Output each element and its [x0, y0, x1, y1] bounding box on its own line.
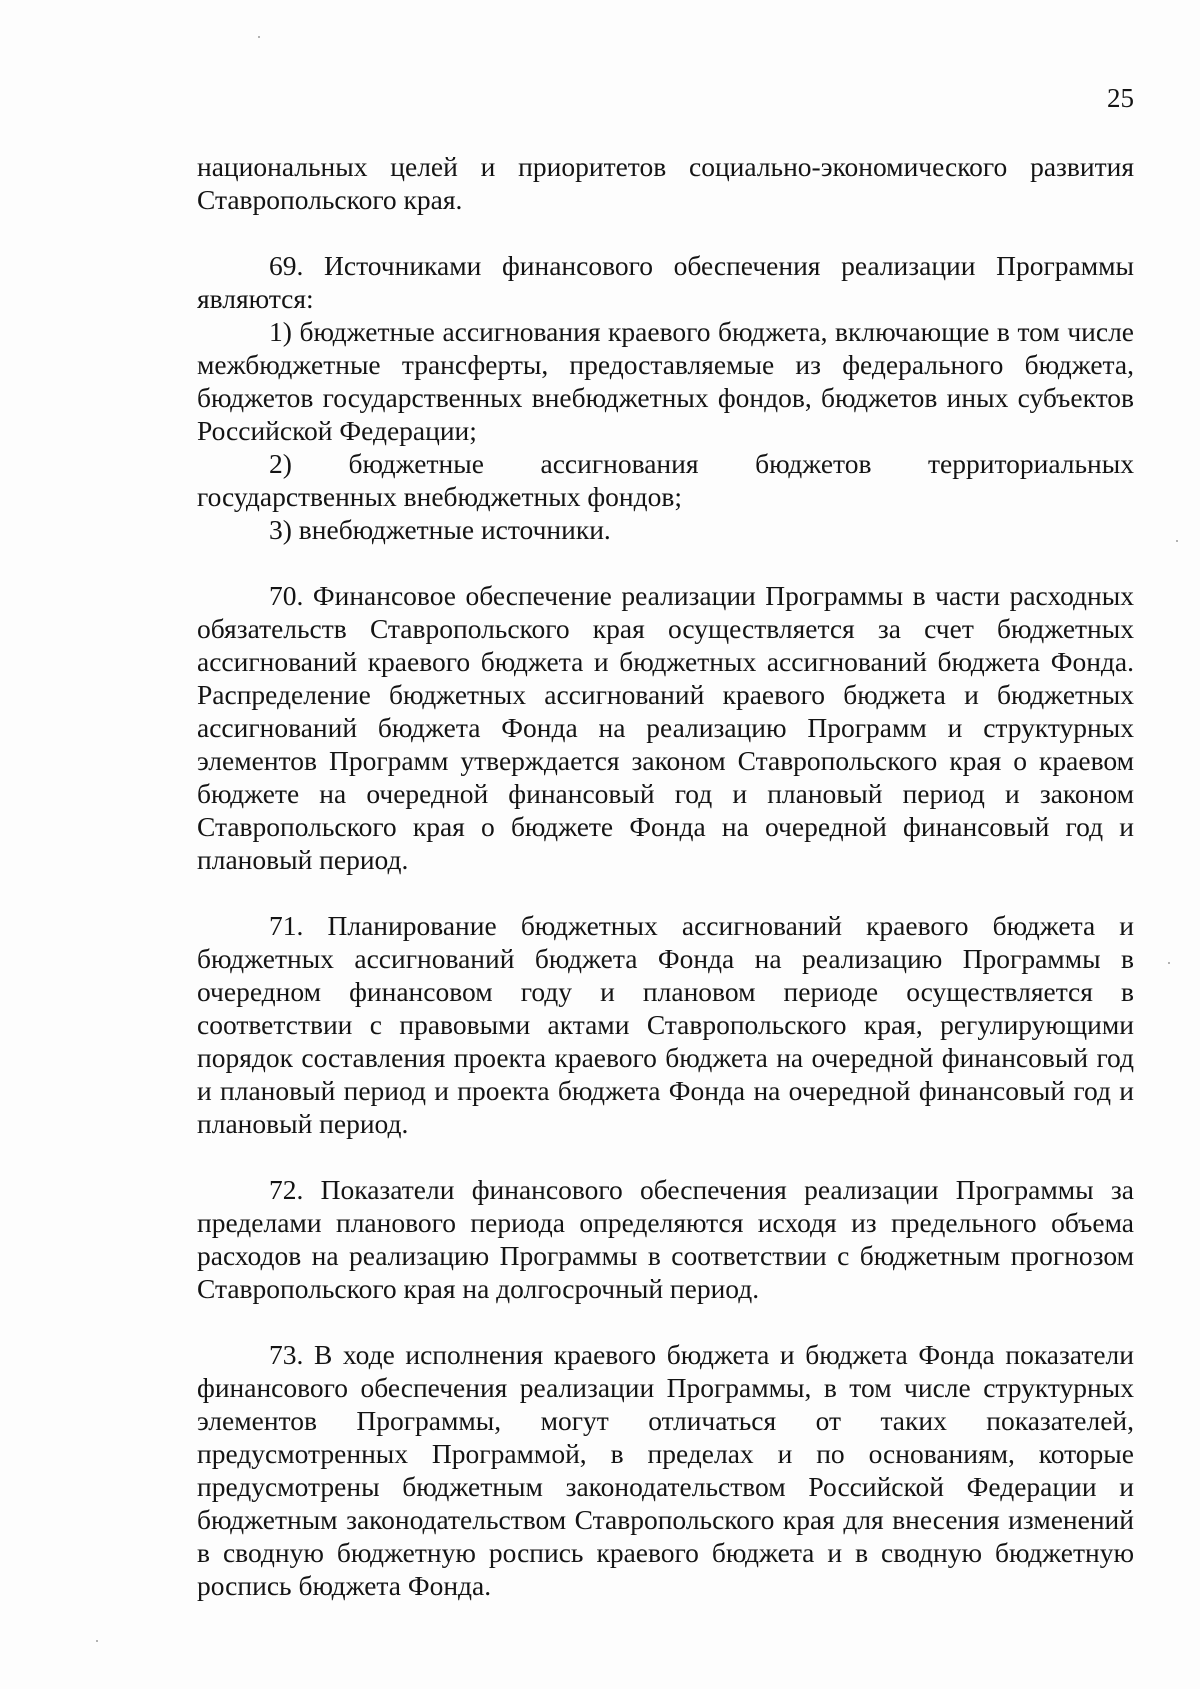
list-item-1: 1) бюджетные ассигнования краевого бюджета, включающие в том числе межбюджетные трансферты, предоставляемые из федерального бюджета, бюджетов государственных внебюджетных фондов, бюджетов иных субъектов Российской Федерации; [197, 316, 1134, 446]
scan-speck [258, 36, 260, 38]
paragraph-70: 70. Финансовое обеспечение реализации Программы в части расходных обязательств Ставропольского края осуществляется за счет бюджетных ассигнований краевого бюджета и бюджетных ассигнований бюджета Фонда. Распределение бюджетных ассигнований краевого бюджета и бюджетных ассигнований бюджета Фонда на реализацию Программ и структурных элементов Программ утверждается законом Ставропольского края о краевом бюджете на очередной финансовый год и плановый период и законом Ставропольского края о бюджете Фонда на очередной финансовый год и плановый период. [197, 580, 1134, 875]
scan-speck [1168, 962, 1170, 964]
paragraph-71: 71. Планирование бюджетных ассигнований краевого бюджета и бюджетных ассигнований бюджета Фонда на реализацию Программы в очередном финансовом году и плановом периоде осуществляется в соответствии с правовыми актами Ставропольского края, регулирующими порядок составления проекта краевого бюджета на очередной финансовый год и плановый период и проекта бюджета Фонда на очередной финансовый год и плановый период. [197, 910, 1134, 1139]
document-body [197, 150, 1134, 1602]
paragraph-72: 72. Показатели финансового обеспечения реализации Программы за пределами планового периода определяются исходя из предельного объема расходов на реализацию Программы в соответствии с бюджетным прогнозом Ставропольского края на долгосрочный период. [197, 1174, 1134, 1304]
paragraph-continuation: национальных целей и приоритетов социально-экономического развития Ставропольского края. [197, 151, 1134, 215]
list-item-3: 3) внебюджетные источники. [269, 514, 611, 545]
paragraph-69: 69. Источниками финансового обеспечения реализации Программы являются: [197, 250, 1134, 314]
list-item-2: 2) бюджетные ассигнования бюджетов территориальных государственных внебюджетных фондов; [197, 448, 1134, 512]
paragraph-73: 73. В ходе исполнения краевого бюджета и бюджета Фонда показатели финансового обеспечения реализации Программы, в том числе структурных элементов Программы, могут отличаться от таких показателей, предусмотренных Программой, в пределах и по основаниям, которые предусмотрены бюджетным законодательством Российской Федерации и бюджетным законодательством Ставропольского края для внесения изменений в сводную бюджетную роспись краевого бюджета и в сводную бюджетную роспись бюджета Фонда. [197, 1339, 1134, 1601]
scan-speck [96, 1640, 98, 1642]
scan-speck [1176, 540, 1178, 542]
page-number: 25 [1107, 83, 1134, 113]
